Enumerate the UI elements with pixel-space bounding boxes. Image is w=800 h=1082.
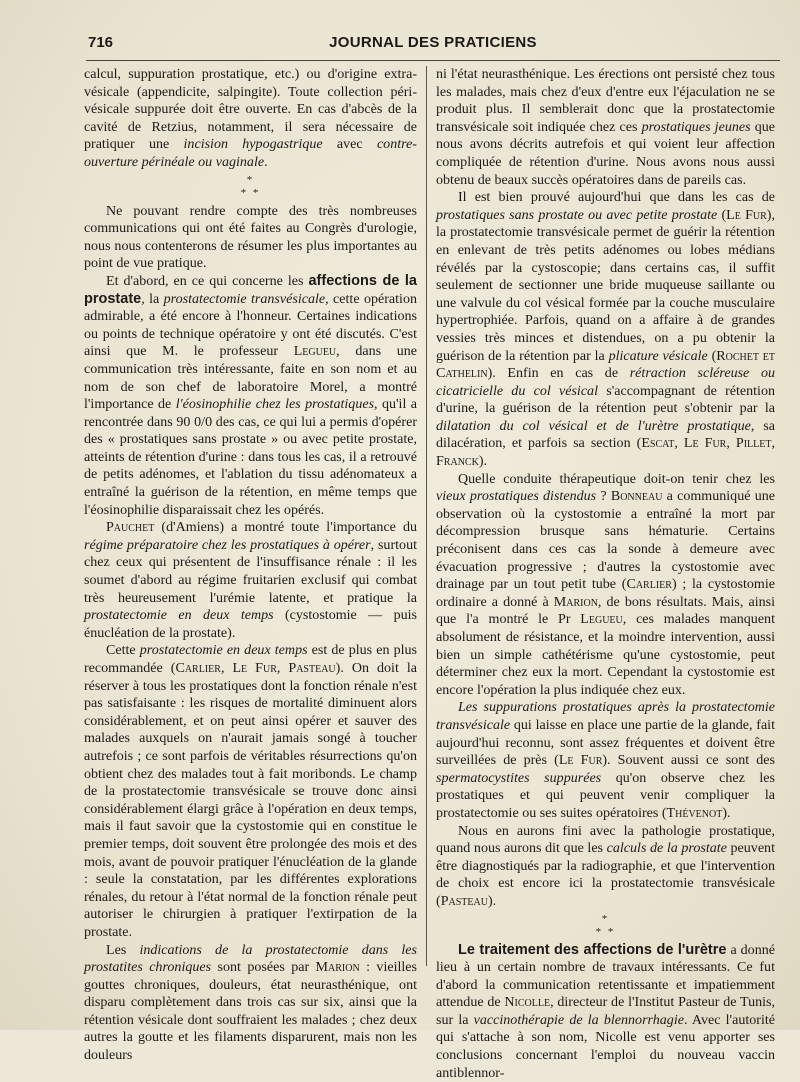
left-column — [84, 66, 417, 1065]
section-ornament-2: * * * — [436, 913, 775, 939]
paragraph-abscess: calcul, suppuration prostatique, etc.) ou d'origine extra-vésicale (appendicite, salpingite). Toute collection péri-vésicale suppurée doit être ouverte. En cas d'abcès de la cavité de Retzius, notamment, il sera nécessaire de pratiquer une incision hypogastrique avec contre-ouverture périnéale ou vaginale. — [84, 66, 417, 172]
running-title: JOURNAL DES PRATICIENS — [88, 34, 778, 51]
right-column — [436, 66, 775, 1082]
paragraph-two-stage: Cette prostatectomie en deux temps est de plus en plus recommandée (Carlier, Le Fur, Pasteau). On doit la réserver à tous les prostatiques dont la fonction rénale n'est pas satisfaisante : les risques de mortalité diminuent alors considérablement, et on peut ainsi opérer et sauver des malades auxquels on n'aurait jamais songé à toucher autrefois ; ce sont parfois de véritables résurrections qu'on obtient chez des malades tout à fait moribonds. Le champ de la prostatectomie transvésicale se trouve donc ainsi considérablement élargi grâce à l'opération en deux temps, mais il faut savoir que la cystostomie qui en constitue le premier temps, doit souvent être prolongée des mois et des mois, avant de pouvoir pratiquer l'énucléation de la glande : seule la constatation, par les différentes explorations rénales, du retour à l'état normal de la fonction rénale peut autoriser le chirurgien à pratiquer l'extirpation de la prostate. — [84, 642, 417, 941]
page-number: 716 — [88, 34, 113, 51]
paragraph-suppurations: Les suppurations prostatiques après la prostatectomie transvésicale qui laisse en place une partie de la glande, fait aujourd'hui reconnu, sont assez fréquentes et doivent être surveillées de près (Le Fur). Souvent aussi ce sont des spermatocystites suppurées qu'on observe chez les prostatiques et qui peuvent venir compliquer la prostatectomie ou ses suites opératoires (Thévenot). — [436, 699, 775, 822]
paragraph-congress: Ne pouvant rendre compte des très nombreuses communications qui ont été faites au Congrès d'urologie, nous nous contenterons de résumer les plus importantes au point de vue pratique. — [84, 203, 417, 273]
section-ornament: * * * — [84, 174, 417, 200]
column-divider — [426, 66, 427, 966]
page-header — [88, 34, 778, 54]
paragraph-urethra: Le traitement des affections de l'urètre a donné lieu à un certain nombre de travaux intéressants. Ce fut d'abord la communication retentissante et impatiemment attendue de Nicolle, directeur de l'Institut Pasteur de Tunis, sur la vaccinothérapie de la blennorrhagie. Avec l'autorité qui s'attache à son nom, Nicolle est venu apporter ses conclusions concernant l'emploi du nouveau vaccin antiblennor- — [436, 942, 775, 1082]
header-rule — [86, 60, 780, 61]
paragraph-calculi: Nous en aurons fini avec la pathologie prostatique, quand nous aurons dit que les calculs de la prostate peuvent être diagnostiqués par la radiographie, et que l'intervention de choix est encore ici la prostatectomie transvésicale (Pasteau). — [436, 823, 775, 911]
paragraph-distended: Quelle conduite thérapeutique doit-on tenir chez les vieux prostatiques distendus ? Bonneau a communiqué une observation où la cystostomie a entraîné la mort par décompression brusque sans hématurie. Certains préconisent dans ces cas la sonde à demeure avec évacuation progressive ; d'autres la cystostomie avec drainage par un tout petit tube (Carlier) ; la cystostomie ordinaire a donné à Marion, de bons résultats. Mais, ainsi que l'a montré le Pr Legueu, ces malades manquent absolument de résistance, et la moindre intervention, aussi bien un simple cathétérisme qu'une cystostomie, peut déterminer chez eux la mort. Cependant la cystostomie est encore l'opération la plus indiquée chez eux. — [436, 471, 775, 700]
paragraph-indications: Les indications de la prostatectomie dans les prostatites chroniques sont posées par Marion : vieilles gouttes chroniques, douleurs, état neurasthénique, ont disparu complètement dans trois cas sur six, ainsi que la rétention vésicale dont souffraient les malades ; chez deux autres la goutte et les filaments disparurent, mais non les douleurs — [84, 942, 417, 1065]
paragraph-prostate: Et d'abord, en ce qui concerne les affections de la prostate, la prostatectomie transvésicale, cette opération admirable, a été encore à l'honneur. Certaines indications ou points de technique opératoire y ont été discutés. C'est ainsi que M. le professeur Legueu, dans une communication très intéressante, faite en son nom et au nom de son chef de laboratoire Morel, a montré l'importance de l'éosinophilie chez les prostatiques, qu'il a rencontrée dans 90 0/0 des cas, ce qui lui a permis d'opérer des « prostatiques sans prostate » ou avec petite prostate, atteints de rétention d'urine : dans tous les cas, il a retrouvé de petits adénomes, et l'ablation du tissu adénomateux a entraîné la guérison de la rétention, en même temps que l'éosinophilie disparaissait chez les opérés. — [84, 273, 417, 519]
paragraph-small-prostate: Il est bien prouvé aujourd'hui que dans les cas de prostatiques sans prostate ou avec petite prostate (Le Fur), la prostatectomie transvésicale permet de guérir la rétention en enlevant de très petits adénomes ou lobes médians révélés par la cystoscopie; dans certains cas, il suffit seulement de sectionner une bride muqueuse saillante ou une valvule du col vésical formée par la couche musculaire hypertrophiée. Parfois, quand on a affaire à de grandes vessies très minces et distendues, on a pu obtenir la guérison de la rétention par la plicature vésicale (Rochet et Cathelin). Enfin en cas de rétraction scléreuse ou cicatricielle du col vésical s'accompagnant de rétention d'urine, la guérison de la rétention peut s'obtenir par la dilatation du col vésical et de l'urètre prostatique, sa dilacération, et parfois sa section (Escat, Le Fur, Pillet, Franck). — [436, 189, 775, 471]
paragraph-pauchet: Pauchet (d'Amiens) a montré toute l'importance du régime préparatoire chez les prostatiques à opérer, surtout chez ceux qui présentent de l'insuffisance rénale : il les soumet d'abord au régime fruitarien exclusif qui combat très heureusement l'urémie latente, et pratique la prostatectomie en deux temps (cystostomie — puis énucléation de la prostate). — [84, 519, 417, 642]
paragraph-young-prostatics: ni l'état neurasthénique. Les érections ont persisté chez tous les malades, mais chez d'eux d'entre eux l'éjaculation ne se produit plus. Il semblerait donc que la prostatectomie transvésicale soit indiquée chez ces prostatiques jeunes que nous avons décrits autrefois et qui voient leur affection compliquée de rétention d'urine. Nous avons nous aussi obtenu de beaux succès opératoires dans de pareils cas. — [436, 66, 775, 189]
